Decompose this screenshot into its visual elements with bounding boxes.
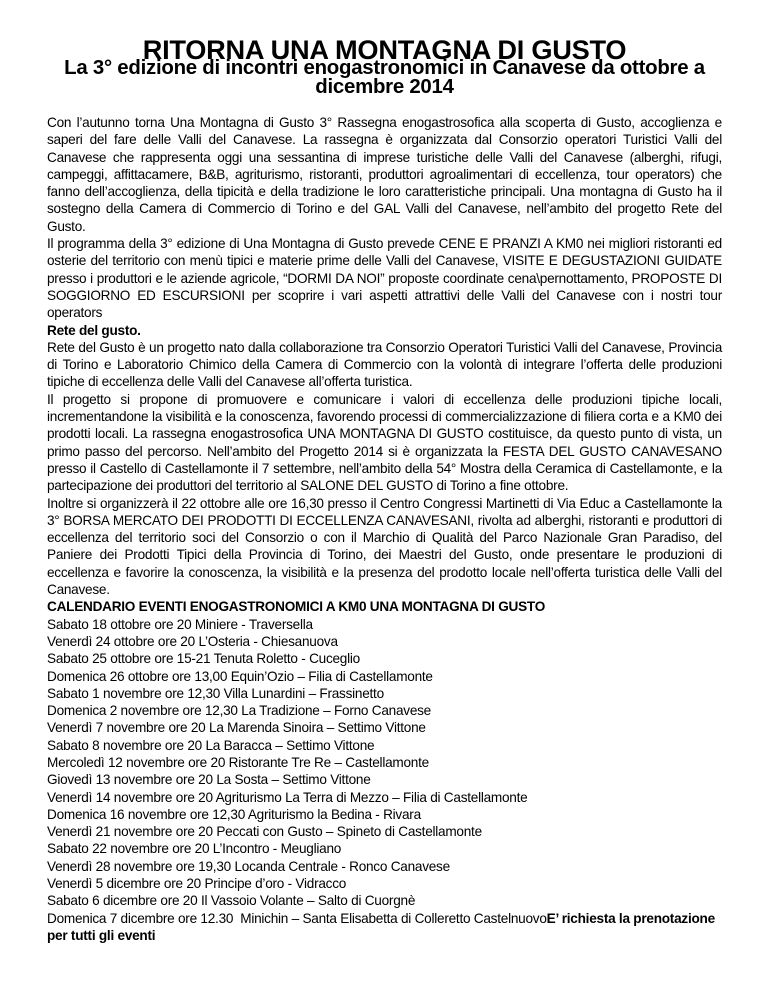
event-item: Sabato 6 dicembre ore 20 Il Vassoio Volante – Salto di Cuorgnè — [47, 893, 416, 909]
event-item: Sabato 22 novembre ore 20 L’Incontro - Meugliano — [47, 841, 342, 857]
booking-note: E’ richiesta la prenotazione per tutti gli eventi — [47, 910, 715, 943]
event-list — [47, 616, 722, 910]
intro-paragraph: Con l’autunno torna Una Montagna di Gusto 3° Rassegna enogastrosofica alla scoperta di Gusto, accoglienza e saperi del fare delle Valli del Canavese. La rassegna è organizzata dal Consorzio operatori Turistici Valli del Canavese che rappresenta oggi una sessantina di imprese turistiche delle Valli del Canavese (alberghi, rifugi, campeggi, affittacamere, B&B, agriturismo, ristoranti, produttori agroalimentari di eccellenza, tour operators) che fanno dell’accoglienza, della tipicità e della tradizione le loro caratteristiche principali. Una montagna di Gusto ha il sostegno della Camera di Commercio di Torino e del GAL Valli del Canavese, nell’ambito del progetto Rete del Gusto. — [47, 115, 722, 234]
event-item: Venerdì 28 novembre ore 19,30 Locanda Centrale - Ronco Canavese — [47, 858, 450, 874]
event-item: Sabato 8 novembre ore 20 La Baracca – Settimo Vittone — [47, 737, 375, 753]
event-item: Venerdì 14 novembre ore 20 Agriturismo La Terra di Mezzo – Filia di Castellamonte — [47, 789, 528, 805]
event-item: Sabato 25 ottobre ore 15-21 Tenuta Roletto - Cuceglio — [47, 651, 360, 667]
project-paragraph: Il progetto si propone di promuovere e comunicare i valori di eccellenza delle produzioni tipiche locali, incrementandone la visibilità e la conoscenza, favorendo processi di commercializzazione di filiera corta e a KM0 dei prodotti locali. La rassegna enogastrosofica UNA MONTAGNA DI GUSTO costituisce, da questo punto di vista, un primo passo del percorso. Nell’ambito del Progetto 2014 si è organizzata la FESTA DEL GUSTO CANAVESANO presso il Castello di Castellamonte il 7 settembre, nell’ambito della 54° Mostra della Ceramica di Castellamonte, e la partecipazione dei produttori del territorio al SALONE DEL GUSTO di Torino a fine ottobre. — [47, 391, 722, 494]
last-event — [47, 910, 722, 945]
rete-heading: Rete del gusto. — [47, 322, 141, 338]
event-item: Domenica 2 novembre ore 12,30 La Tradizione – Forno Canavese — [47, 703, 431, 719]
event-item: Venerdì 5 dicembre ore 20 Principe d’oro - Vidracco — [47, 876, 347, 892]
event-item: Domenica 7 dicembre ore 12.30 Minichin – Santa Elisabetta di Colleretto Castelnuovo — [47, 910, 547, 926]
borsa-paragraph: Inoltre si organizzerà il 22 ottobre alle ore 16,30 presso il Centro Congressi Martinetti di Via Educ a Castellamonte la 3° BORSA MERCATO DEI PRODOTTI DI ECCELLENZA CANAVESANI, rivolta ad alberghi, ristoranti e produttori di eccellenza del territorio soci del Consorzio o con il Marchio di Qualità del Parco Nazionale Gran Paradiso, del Paniere dei Prodotti Tipici della Provincia di Torino, dei Maestri del Gusto, onde presentare le produzioni di eccellenza e favorire la conoscenza, la visibilità e la presenza del prodotto locale nell’offerta turistica delle Valli del Canavese. — [47, 495, 722, 598]
event-item: Venerdì 24 ottobre ore 20 L’Osteria - Chiesanuova — [47, 633, 338, 649]
program-paragraph: Il programma della 3° edizione di Una Montagna di Gusto prevede CENE E PRANZI A KM0 nei migliori ristoranti ed osterie del territorio con menù tipici e materie prime delle Valli del Canavese, VISITE E DEGUSTAZIONI GUIDATE presso i produttori e le aziende agricole, “DORMI DA NOI” proposte coordinate cena\pernottamento, PROPOSTE DI SOGGIORNO ED ESCURSIONI per scoprire i vari aspetti attrattivi delle Valli del Canavese con i nostri tour operators — [47, 236, 722, 321]
event-item: Domenica 16 novembre ore 12,30 Agriturismo la Bedina - Rivara — [47, 806, 421, 822]
document-title: RITORNA UNA MONTAGNA DI GUSTO — [142, 34, 627, 65]
event-item: Giovedì 13 novembre ore 20 La Sosta – Settimo Vittone — [47, 772, 371, 788]
event-item: Domenica 26 ottobre ore 13,00 Equin’Ozio – Filia di Castellamonte — [47, 668, 433, 684]
document-subtitle: La 3° edizione di incontri enogastronomici in Canavese da ottobre a dicembre 2014 — [64, 57, 705, 98]
calendar-heading: CALENDARIO EVENTI ENOGASTRONOMICI A KM0 UNA MONTAGNA DI GUSTO — [47, 599, 546, 615]
event-item: Sabato 18 ottobre ore 20 Miniere - Traversella — [47, 616, 313, 632]
event-item: Venerdì 21 novembre ore 20 Peccati con Gusto – Spineto di Castellamonte — [47, 824, 482, 840]
event-item: Venerdì 7 novembre ore 20 La Marenda Sinoira – Settimo Vittone — [47, 720, 426, 736]
event-item: Sabato 1 novembre ore 12,30 Villa Lunardini – Frassinetto — [47, 685, 384, 701]
document-page — [47, 34, 722, 944]
rete-paragraph: Rete del Gusto è un progetto nato dalla collaborazione tra Consorzio Operatori Turistici Valli del Canavese, Provincia di Torino e Laboratorio Chimico della Camera di Commercio con la volontà di integrare l’offerta delle produzioni tipiche di eccellenza delle Valli del Canavese all’offerta turistica. — [47, 339, 722, 390]
event-item: Mercoledì 12 novembre ore 20 Ristorante Tre Re – Castellamonte — [47, 754, 429, 770]
